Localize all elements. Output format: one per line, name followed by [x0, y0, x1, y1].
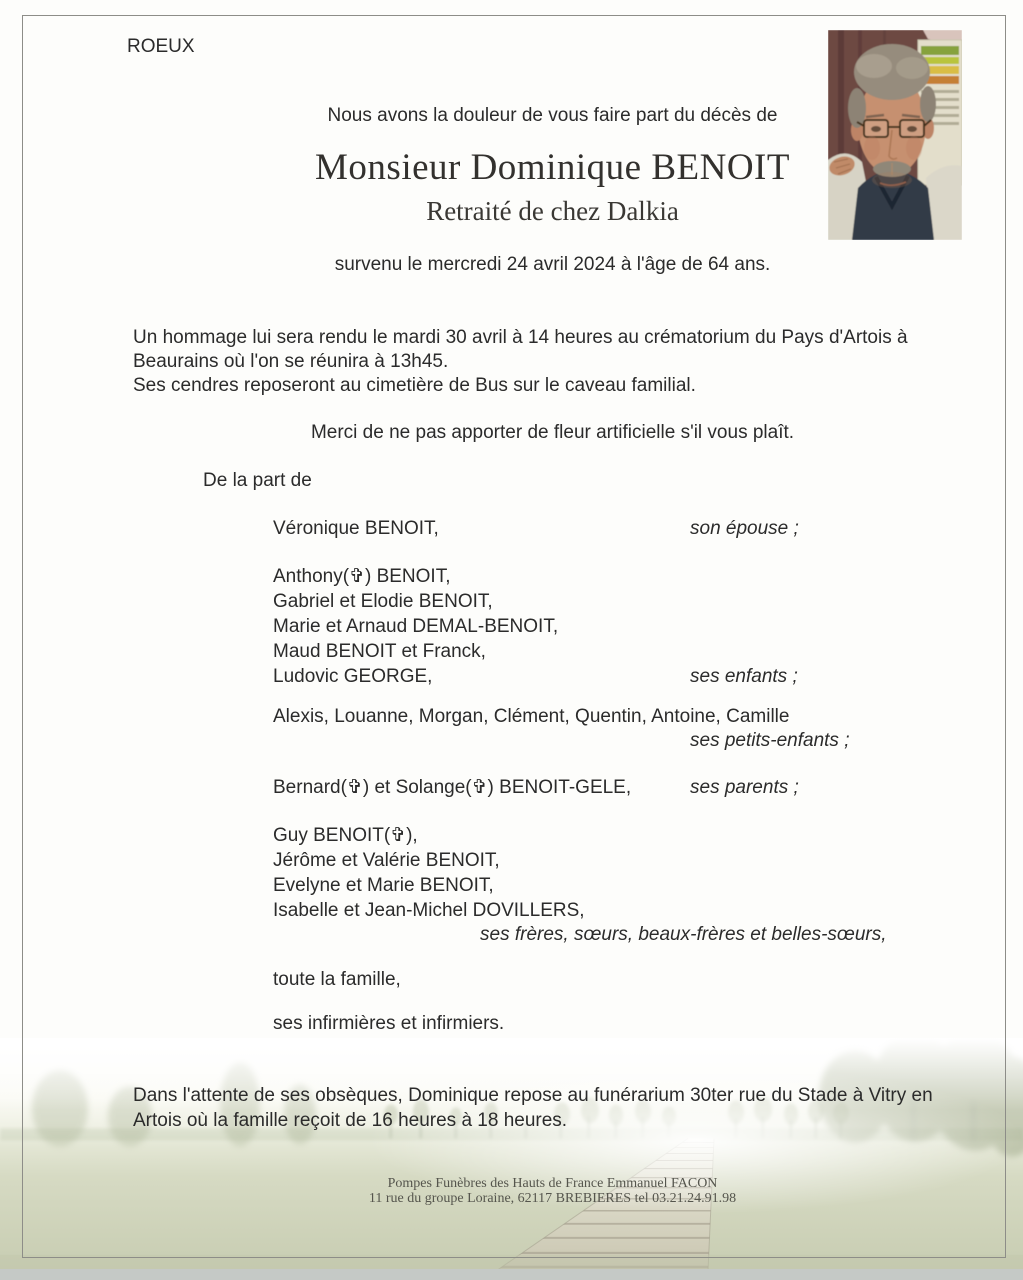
family-name-line: Isabelle et Jean-Michel DOVILLERS,: [273, 900, 585, 921]
misty-path-photo: [0, 1038, 1023, 1269]
funeral-home-address: 11 rue du groupe Loraine, 62117 BREBIERES tel 03.21.24.91.98: [368, 1191, 737, 1206]
death-date-line: survenu le mercredi 24 avril 2024 à l'âge de 64 ans.: [334, 254, 771, 275]
family-name-line: Anthony(✞) BENOIT,: [273, 566, 451, 587]
scan-edge-strip: [0, 1269, 1023, 1280]
family-intro: De la part de: [203, 470, 312, 491]
family-name-line: Alexis, Louanne, Morgan, Clément, Quentin, Antoine, Camille: [273, 706, 790, 727]
ceremony-line-3: Ses cendres reposeront au cimetière de Bus sur le caveau familial.: [133, 375, 696, 396]
intro-line: Nous avons la douleur de vous faire part du décès de: [327, 105, 778, 126]
funeral-home-name: Pompes Funèbres des Hauts de France Emmanuel FACON: [387, 1176, 718, 1191]
family-name-line: Evelyne et Marie BENOIT,: [273, 875, 494, 896]
family-name-line: Maud BENOIT et Franck,: [273, 641, 486, 662]
deceased-name: Monsieur Dominique BENOIT: [315, 147, 790, 188]
family-name-line: Marie et Arnaud DEMAL-BENOIT,: [273, 616, 559, 637]
repose-line-1: Dans l'attente de ses obsèques, Dominique repose au funérarium 30ter rue du Stade à Vitry en: [133, 1085, 933, 1106]
nurses-line: ses infirmières et infirmiers.: [273, 1013, 505, 1034]
family-role-label: ses parents ;: [690, 777, 799, 798]
family-name-line: Ludovic GEORGE,: [273, 666, 433, 687]
closing-family-line: toute la famille,: [273, 969, 401, 990]
family-name-line: Guy BENOIT(✞),: [273, 825, 418, 846]
ceremony-line-2: Beaurains où l'on se réunira à 13h45.: [133, 351, 449, 372]
family-name-line: Véronique BENOIT,: [273, 518, 439, 539]
family-role-label: son épouse ;: [690, 518, 799, 539]
family-name-line: Gabriel et Elodie BENOIT,: [273, 591, 493, 612]
ceremony-line-1: Un hommage lui sera rendu le mardi 30 avril à 14 heures au crématorium du Pays d'Artois à: [133, 327, 908, 348]
family-role-label: ses petits-enfants ;: [690, 730, 850, 751]
repose-line-2: Artois où la famille reçoit de 16 heures à 18 heures.: [133, 1110, 568, 1131]
family-name-line: Jérôme et Valérie BENOIT,: [273, 850, 500, 871]
family-role-label: ses frères, sœurs, beaux-frères et belles-sœurs,: [480, 924, 887, 945]
family-role-label: ses enfants ;: [690, 666, 798, 687]
deceased-subtitle: Retraité de chez Dalkia: [426, 196, 679, 226]
no-flowers-line: Merci de ne pas apporter de fleur artificielle s'il vous plaît.: [310, 422, 795, 443]
location-label: ROEUX: [127, 36, 195, 57]
family-name-line: Bernard(✞) et Solange(✞) BENOIT-GELE,: [273, 777, 632, 798]
